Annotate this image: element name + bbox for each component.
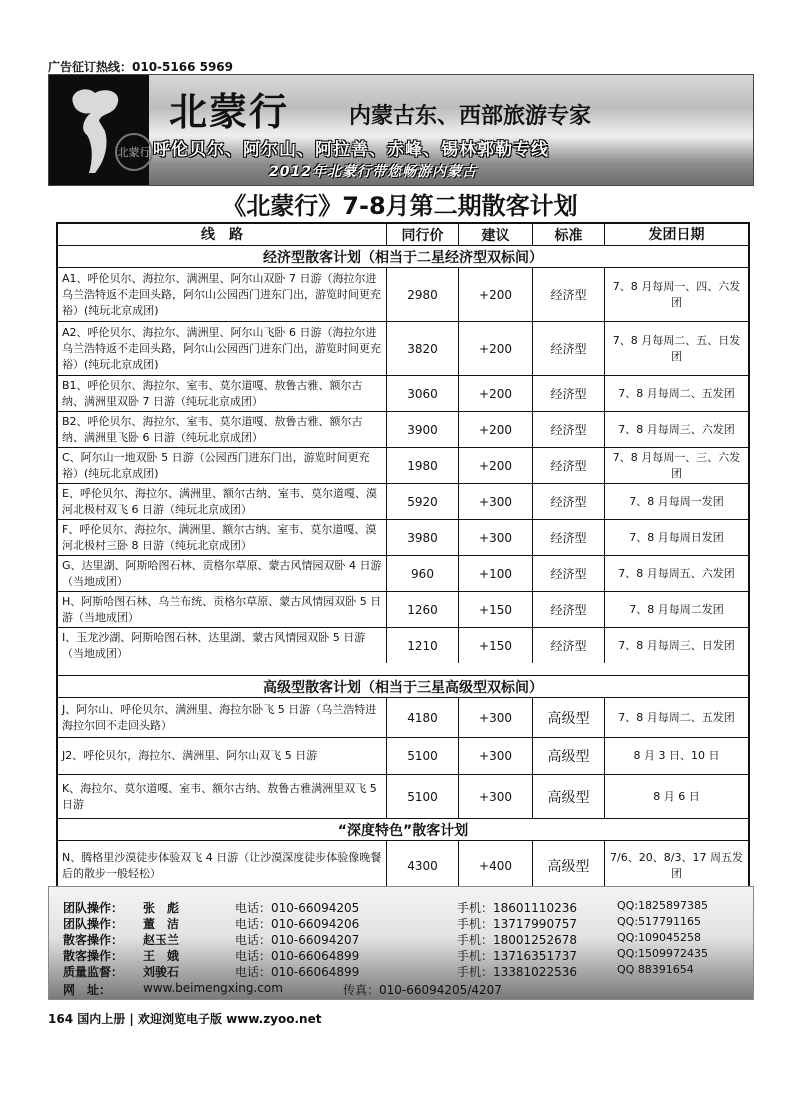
route-cell: E、呼伦贝尔、海拉尔、满洲里、额尔古纳、室韦、莫尔道嘎、漠河北极村双飞 6 日游（纯玩北京成团） <box>62 486 377 516</box>
contact-role: 质量监督： <box>63 965 124 979</box>
price-cell: 4300 <box>386 841 458 890</box>
table-row <box>58 447 748 483</box>
contact-row <box>63 963 757 979</box>
section-premium: 高级型散客计划（相当于三星高级型双标间） <box>58 675 748 697</box>
page-footer: 164 国内上册 | 欢迎浏览电子版 www.zyoo.net <box>48 1012 322 1026</box>
header-price: 同行价 <box>386 224 458 245</box>
price-cell: 2980 <box>386 268 458 321</box>
departure-date-cell: 7、8 月每周二发团 <box>604 592 748 627</box>
suggested-add-cell: +150 <box>458 592 532 627</box>
suggested-add-cell: +200 <box>458 448 532 483</box>
departure-date-cell: 7、8 月每周一、三、六发团 <box>604 448 748 483</box>
table-row <box>58 267 748 321</box>
contact-mobile: 手机：18001252678 <box>457 933 577 947</box>
contact-role: 散客操作： <box>63 949 124 963</box>
contact-row <box>63 931 757 947</box>
logo <box>49 75 149 185</box>
advertising-hotline: 广告征订热线：010-5166 5969 <box>48 60 234 74</box>
contact-row <box>63 899 757 915</box>
suggested-add-cell: +150 <box>458 628 532 663</box>
price-cell: 3900 <box>386 412 458 447</box>
route-cell: A1、呼伦贝尔、海拉尔、满洲里、阿尔山双卧 7 日游（海拉尔进乌兰浩特返不走回头路，阿尔山公园西门进东门出，游览时间更充裕）(纯玩北京成团) <box>62 271 381 317</box>
departure-date-cell: 7、8 月每周一发团 <box>604 484 748 519</box>
table-row <box>58 627 748 663</box>
contact-qq: QQ:517791165 <box>617 915 702 928</box>
departure-date-cell: 7、8 月每周二、五发团 <box>604 698 748 737</box>
standard-cell: 经济型 <box>532 376 604 411</box>
standard-cell: 经济型 <box>532 556 604 591</box>
suggested-add-cell: +300 <box>458 484 532 519</box>
route-cell: N、腾格里沙漠徒步体验双飞 4 日游（让沙漠深度徒步体验像晚餐后的散步一般轻松） <box>62 850 382 880</box>
contact-qq: QQ 88391654 <box>617 963 694 976</box>
routes-line: 呼伦贝尔、阿尔山、阿拉善、赤峰、锡林郭勒专线 <box>153 140 549 160</box>
website-label: 网 址： <box>63 983 112 997</box>
section-economy: 经济型散客计划（相当于二星经济型双标间） <box>58 245 748 267</box>
contact-name: 张 彪 <box>143 901 180 915</box>
contact-phone: 电话：010-66064899 <box>235 949 360 963</box>
suggested-add-cell: +300 <box>458 520 532 555</box>
header-date: 发团日期 <box>604 224 748 245</box>
table-row <box>58 591 748 627</box>
logo-badge: 北蒙行 <box>115 133 153 171</box>
price-cell: 960 <box>386 556 458 591</box>
slogan: 内蒙古东、西部旅游专家 <box>349 104 592 129</box>
suggested-add-cell: +400 <box>458 841 532 890</box>
price-cell: 1210 <box>386 628 458 663</box>
contact-mobile: 手机：13717990757 <box>457 917 577 931</box>
standard-cell: 经济型 <box>532 268 604 321</box>
standard-cell: 经济型 <box>532 592 604 627</box>
departure-date-cell: 7、8 月每周三、六发团 <box>604 412 748 447</box>
contact-name: 王 娥 <box>143 949 180 963</box>
standard-cell: 经济型 <box>532 448 604 483</box>
table-row <box>58 774 748 818</box>
price-cell: 3980 <box>386 520 458 555</box>
contact-name: 董 洁 <box>143 917 180 931</box>
contact-role: 散客操作： <box>63 933 124 947</box>
price-cell: 3820 <box>386 322 458 375</box>
section-special: “深度特色”散客计划 <box>58 818 748 840</box>
route-cell: F、呼伦贝尔、海拉尔、满洲里、额尔古纳、室韦、莫尔道嘎、漠河北极村三卧 8 日游（纯玩北京成团） <box>62 522 377 552</box>
contact-panel <box>48 886 754 1000</box>
suggested-add-cell: +300 <box>458 775 532 818</box>
standard-cell: 高级型 <box>532 738 604 774</box>
tour-plan-table <box>56 222 750 894</box>
departure-date-cell: 8 月 3 日、10 日 <box>604 738 748 774</box>
contact-mobile: 手机：13716351737 <box>457 949 577 963</box>
standard-cell: 经济型 <box>532 322 604 375</box>
price-cell: 1980 <box>386 448 458 483</box>
contact-phone: 电话：010-66064899 <box>235 965 360 979</box>
price-cell: 1260 <box>386 592 458 627</box>
website-row <box>63 981 502 998</box>
standard-cell: 高级型 <box>532 698 604 737</box>
table-row <box>58 375 748 411</box>
contact-phone: 电话：010-66094205 <box>235 901 360 915</box>
contact-role: 团队操作： <box>63 901 124 915</box>
contact-qq: QQ:109045258 <box>617 931 702 944</box>
table-row <box>58 411 748 447</box>
route-cell: J、阿尔山、呼伦贝尔、满洲里、海拉尔卧飞 5 日游（乌兰浩特进海拉尔回不走回头路） <box>62 702 377 732</box>
table-row <box>58 697 748 737</box>
year-slogan: 2012年北蒙行带您畅游内蒙古 <box>269 164 477 180</box>
table-row <box>58 519 748 555</box>
price-cell: 5920 <box>386 484 458 519</box>
departure-date-cell: 7、8 月每周日发团 <box>604 520 748 555</box>
departure-date-cell: 7、8 月每周二、五发团 <box>604 376 748 411</box>
standard-cell: 经济型 <box>532 412 604 447</box>
suggested-add-cell: +200 <box>458 376 532 411</box>
route-cell: C、阿尔山一地双卧 5 日游（公园西门进东门出，游览时间更充裕）(纯玩北京成团) <box>62 450 370 480</box>
departure-date-cell: 7、8 月每周五、六发团 <box>604 556 748 591</box>
route-cell: A2、呼伦贝尔、海拉尔、满洲里、阿尔山飞卧 6 日游（海拉尔进乌兰浩特返不走回头路，阿尔山公园西门进东门出，游览时间更充裕）(纯玩北京成团) <box>62 325 381 371</box>
website-url[interactable]: www.beimengxing.com <box>143 981 283 995</box>
departure-date-cell: 7、8 月每周二、五、日发团 <box>604 322 748 375</box>
fax-number: 传真：010-66094205/4207 <box>343 983 502 997</box>
header-suggest: 建议 <box>458 224 532 245</box>
contact-qq: QQ:1825897385 <box>617 899 709 912</box>
departure-date-cell: 8 月 6 日 <box>604 775 748 818</box>
standard-cell: 经济型 <box>532 520 604 555</box>
suggested-add-cell: +200 <box>458 412 532 447</box>
route-cell: G、达里湖、阿斯哈图石林、贡格尔草原、蒙古风情园双卧 4 日游（当地成团） <box>62 558 382 588</box>
route-cell: K、海拉尔、莫尔道嘎、室韦、额尔古纳、敖鲁古雅满洲里双飞 5 日游 <box>62 781 377 811</box>
price-cell: 5100 <box>386 738 458 774</box>
route-cell: H、阿斯哈图石林、乌兰布统、贡格尔草原、蒙古风情园双卧 5 日游（当地成团） <box>62 594 382 624</box>
table-header-row <box>58 224 748 245</box>
route-cell: I、玉龙沙湖、阿斯哈图石林、达里湖、蒙古风情园双卧 5 日游（当地成团） <box>62 630 366 660</box>
suggested-add-cell: +300 <box>458 738 532 774</box>
contact-name: 赵玉兰 <box>143 933 180 947</box>
price-cell: 4180 <box>386 698 458 737</box>
standard-cell: 经济型 <box>532 628 604 663</box>
suggested-add-cell: +300 <box>458 698 532 737</box>
contact-phone: 电话：010-66094206 <box>235 917 360 931</box>
page-title: 《北蒙行》7-8月第二期散客计划 <box>222 192 578 220</box>
header-standard: 标准 <box>532 224 604 245</box>
contact-role: 团队操作： <box>63 917 124 931</box>
contact-phone: 电话：010-66094207 <box>235 933 360 947</box>
header-banner <box>48 74 754 186</box>
header-route: 线 路 <box>201 226 243 243</box>
route-cell: B1、呼伦贝尔、海拉尔、室韦、莫尔道嘎、敖鲁古雅、额尔古纳、满洲里双卧 7 日游（纯玩北京成团） <box>62 378 363 408</box>
suggested-add-cell: +200 <box>458 322 532 375</box>
price-cell: 3060 <box>386 376 458 411</box>
departure-date-cell: 7、8 月每周一、四、六发团 <box>604 268 748 321</box>
brand-name: 北蒙行 <box>169 89 290 134</box>
contact-row <box>63 915 757 931</box>
contact-mobile: 手机：18601110236 <box>457 901 577 915</box>
route-cell: J2、呼伦贝尔，海拉尔、满洲里、阿尔山双飞 5 日游 <box>62 749 318 762</box>
contact-qq: QQ:1509972435 <box>617 947 709 960</box>
standard-cell: 高级型 <box>532 841 604 890</box>
contact-name: 刘骏石 <box>143 965 180 979</box>
table-row <box>58 483 748 519</box>
route-cell: B2、呼伦贝尔、海拉尔、室韦、莫尔道嘎、敖鲁古雅、额尔古纳、满洲里飞卧 6 日游（纯玩北京成团） <box>62 414 363 444</box>
contact-row <box>63 947 757 963</box>
price-cell: 5100 <box>386 775 458 818</box>
departure-date-cell: 7/6、20、8/3、17 周五发团 <box>604 841 748 890</box>
table-row <box>58 737 748 774</box>
standard-cell: 经济型 <box>532 484 604 519</box>
table-row <box>58 321 748 375</box>
contact-mobile: 手机：13381022536 <box>457 965 577 979</box>
standard-cell: 高级型 <box>532 775 604 818</box>
table-row <box>58 840 748 890</box>
departure-date-cell: 7、8 月每周三、日发团 <box>604 628 748 663</box>
suggested-add-cell: +200 <box>458 268 532 321</box>
suggested-add-cell: +100 <box>458 556 532 591</box>
table-row <box>58 555 748 591</box>
